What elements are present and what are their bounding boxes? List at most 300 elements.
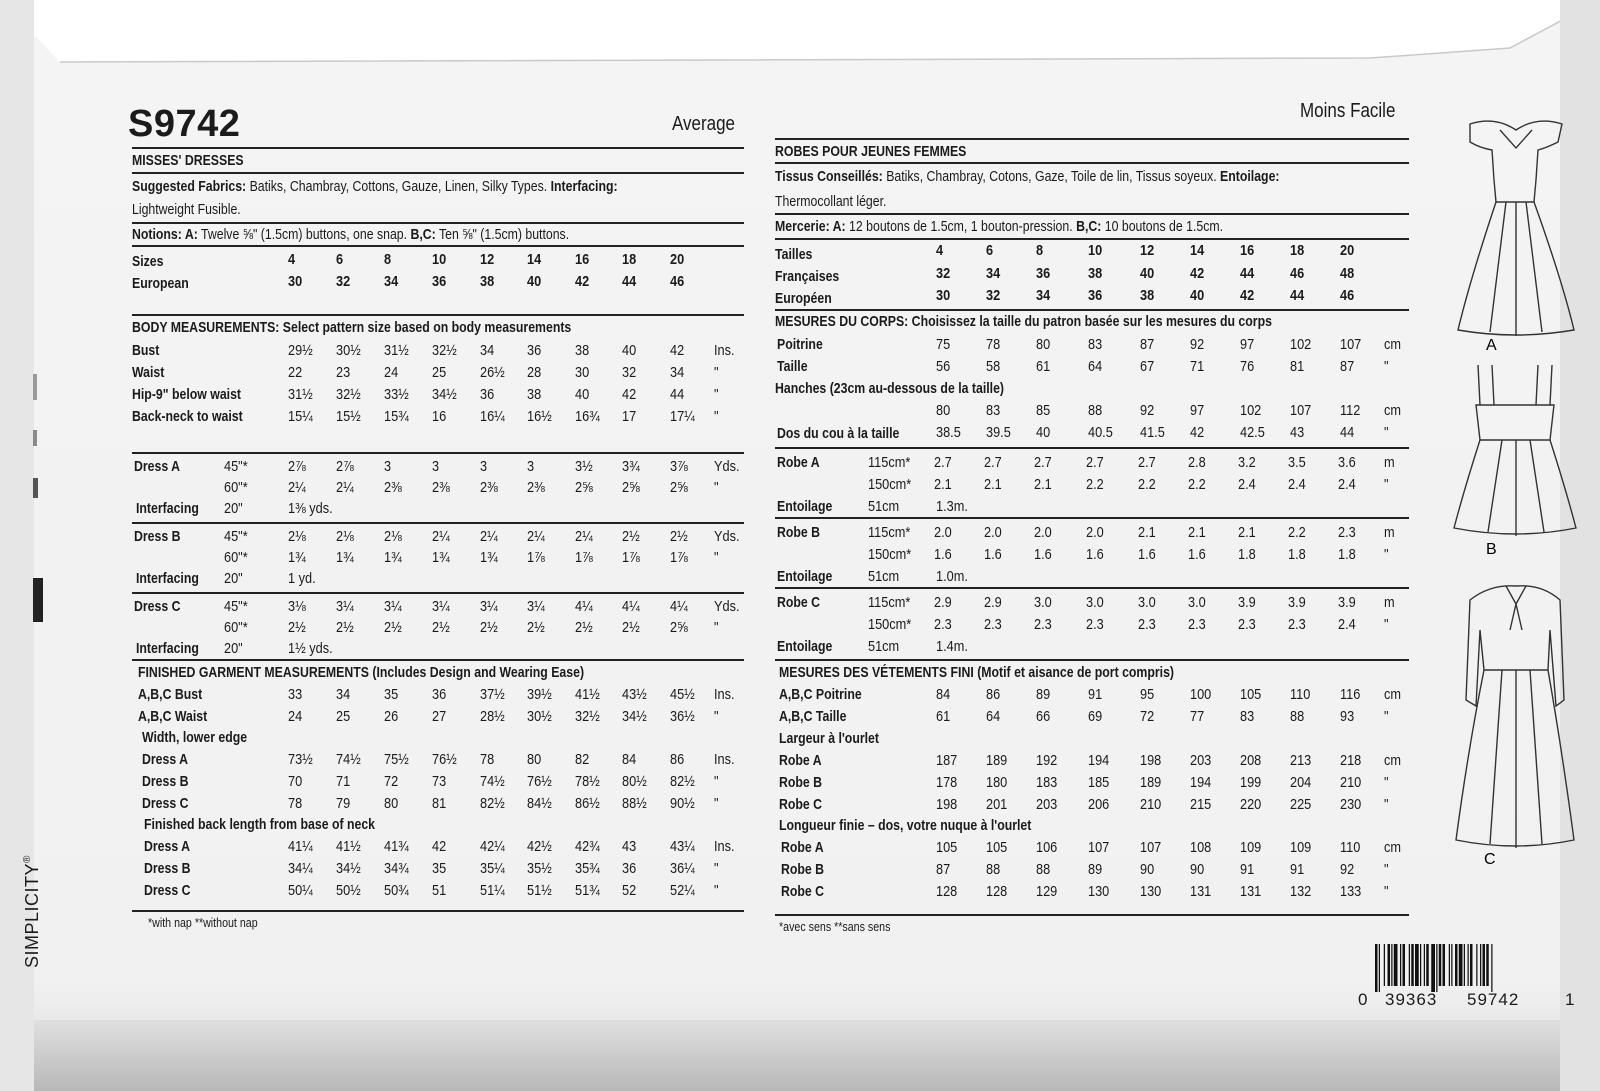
- size-value: 2.4: [1288, 476, 1306, 493]
- size-value: 46: [1340, 287, 1355, 304]
- size-value: 2.9: [934, 594, 952, 611]
- size-value: 32½: [336, 386, 361, 403]
- finished-row-label: A,B,C Waist: [138, 708, 208, 725]
- dress-label: Dress B: [134, 528, 181, 545]
- size-value: 2⅞: [288, 458, 306, 475]
- divider-line: [132, 222, 744, 224]
- size-value: 85: [1036, 402, 1051, 419]
- neck-label: Dos du cou à la taille: [777, 425, 900, 442]
- size-value: 102: [1290, 336, 1312, 353]
- size-value: 80½: [622, 773, 647, 790]
- interfacing-value: Thermocollant léger.: [775, 193, 887, 210]
- size-value: 2.3: [1138, 616, 1156, 633]
- size-value: 8: [384, 251, 392, 268]
- fabric-width: 115cm*: [868, 454, 911, 471]
- size-value: 3.9: [1338, 594, 1356, 611]
- size-value: 90½: [670, 795, 695, 812]
- size-value: 41¾: [384, 838, 409, 855]
- fabric-width: 60"*: [224, 549, 248, 566]
- size-value: 2.7: [1086, 454, 1104, 471]
- size-value: 14: [527, 251, 542, 268]
- barcode-bar: [1451, 944, 1452, 986]
- size-value: 75½: [384, 751, 409, 768]
- size-value: 107: [1290, 402, 1312, 419]
- view-a-label: A: [1486, 337, 1497, 354]
- barcode-bar: [1443, 944, 1446, 986]
- size-value: 89: [1088, 861, 1103, 878]
- size-value: 2.0: [984, 524, 1002, 541]
- unit-label: Yds.: [714, 528, 740, 545]
- size-value: 72: [1140, 708, 1155, 725]
- size-value: 2⅜: [432, 479, 450, 496]
- size-value: 77: [1190, 708, 1205, 725]
- size-value: 34¼: [288, 860, 313, 877]
- size-value: 218: [1340, 752, 1362, 769]
- size-value: 40: [527, 273, 542, 290]
- notions-line: [132, 226, 569, 244]
- size-value: 2.3: [1238, 616, 1256, 633]
- size-value: 129: [1036, 883, 1058, 900]
- size-value: 215: [1190, 796, 1212, 813]
- size-value: 4¼: [575, 598, 593, 615]
- length-row-label: Dress B: [144, 860, 191, 877]
- size-value: 110: [1290, 686, 1311, 703]
- barcode-bar: [1449, 944, 1450, 986]
- size-value: 95: [1140, 686, 1155, 703]
- barcode-bar: [1483, 944, 1486, 986]
- size-value: 18: [1290, 242, 1305, 259]
- size-value: 58: [986, 358, 1001, 375]
- width-row-label: Dress C: [142, 795, 189, 812]
- entoilage-amount: 1.3m.: [936, 498, 968, 515]
- size-value: 88: [1036, 861, 1051, 878]
- barcode-bar: [1459, 944, 1463, 986]
- size-value: 71: [1190, 358, 1205, 375]
- interfacing-amount: 1⅜ yds.: [288, 500, 333, 517]
- size-value: 2½: [336, 619, 354, 636]
- size-value: 91: [1240, 861, 1255, 878]
- size-value: 39½: [527, 686, 552, 703]
- unit-label: ": [714, 479, 719, 496]
- size-value: 2⅛: [288, 528, 306, 545]
- divider-line: [132, 147, 744, 149]
- size-value: 107: [1340, 336, 1362, 353]
- size-value: 26½: [480, 364, 505, 381]
- view-c-label: C: [1484, 851, 1496, 868]
- size-value: 2.0: [934, 524, 952, 541]
- size-value: 51¾: [575, 882, 600, 899]
- size-value: 35: [432, 860, 447, 877]
- size-value: 15¼: [288, 408, 313, 425]
- size-value: 2.3: [1188, 616, 1206, 633]
- size-value: 51½: [527, 882, 552, 899]
- size-value: 16: [1240, 242, 1255, 259]
- unit-label: m: [1384, 524, 1395, 541]
- brand-text: SIMPLICITY: [22, 862, 42, 968]
- size-value: 201: [986, 796, 1008, 813]
- size-value: 210: [1140, 796, 1162, 813]
- barcode-group-2: 59742: [1467, 990, 1520, 1009]
- interfacing-value: Lightweight Fusible.: [132, 201, 241, 218]
- fabric-width: 45"*: [224, 458, 248, 475]
- size-value: 86½: [575, 795, 600, 812]
- size-value: 42: [1190, 265, 1205, 282]
- entoilage-width: 51cm: [868, 638, 900, 655]
- size-value: 110: [1340, 839, 1361, 856]
- size-value: 76: [1240, 358, 1255, 375]
- size-value: 1.6: [1086, 546, 1104, 563]
- size-value: 30½: [527, 708, 552, 725]
- size-value: 14: [1190, 242, 1205, 259]
- size-value: 73½: [288, 751, 313, 768]
- unit-label: ": [1384, 616, 1389, 633]
- size-value: 16¼: [480, 408, 505, 425]
- entoilage-label: Entoilage: [777, 638, 833, 655]
- size-value: 34¾: [384, 860, 409, 877]
- fabric-width: 150cm*: [868, 546, 912, 563]
- size-value: 2⅜: [527, 479, 545, 496]
- divider-line: [775, 447, 1409, 449]
- size-value: 2⅞: [336, 458, 354, 475]
- size-value: 2.4: [1338, 616, 1356, 633]
- length-row-label: Robe B: [781, 861, 825, 878]
- interfacing-row-label: Interfacing: [136, 570, 199, 587]
- barcode-bar: [1480, 944, 1481, 986]
- size-value: 92: [1190, 336, 1205, 353]
- size-value: 4¼: [670, 598, 688, 615]
- size-value: 132: [1290, 883, 1312, 900]
- size-value: 84: [622, 751, 637, 768]
- size-value: 42: [575, 273, 590, 290]
- size-value: 189: [1140, 774, 1162, 791]
- size-value: 2.2: [1086, 476, 1104, 493]
- notions-a: 12 boutons de 1.5cm, 1 bouton-pression.: [845, 218, 1077, 235]
- europeen-label: Européen: [775, 290, 832, 307]
- body-row-label: Poitrine: [777, 336, 823, 353]
- size-value: 128: [986, 883, 1008, 900]
- size-value: 17¼: [670, 408, 695, 425]
- unit-label: ": [714, 364, 719, 381]
- size-value: 2.7: [984, 454, 1002, 471]
- size-value: 32½: [432, 342, 457, 359]
- size-value: 3⅛: [288, 598, 306, 615]
- size-value: 40: [1140, 265, 1155, 282]
- size-value: 28: [527, 364, 542, 381]
- size-value: 2½: [432, 619, 450, 636]
- size-value: 36: [527, 342, 542, 359]
- barcode-bar: [1424, 944, 1425, 986]
- entoilage-width: 51cm: [868, 568, 900, 585]
- divider-line: [775, 659, 1409, 661]
- size-value: 16¾: [575, 408, 600, 425]
- size-value: 33: [288, 686, 303, 703]
- finished-row-label: A,B,C Bust: [138, 686, 203, 703]
- size-value: 106: [1036, 839, 1058, 856]
- size-value: 133: [1340, 883, 1362, 900]
- size-value: 34: [336, 686, 351, 703]
- size-value: 2⅝: [575, 479, 593, 496]
- fabric-width: 60"*: [224, 479, 248, 496]
- size-value: 42¾: [575, 838, 600, 855]
- francaises-label: Françaises: [775, 268, 840, 285]
- divider-line: [775, 238, 1409, 240]
- size-value: 87: [936, 861, 951, 878]
- size-value: 3¼: [384, 598, 402, 615]
- size-value: 23: [336, 364, 351, 381]
- size-value: 29½: [288, 342, 313, 359]
- size-value: 46: [670, 273, 685, 290]
- fabric-width: 150cm*: [868, 476, 912, 493]
- size-value: 2⅝: [622, 479, 640, 496]
- size-value: 178: [936, 774, 958, 791]
- size-value: 130: [1088, 883, 1110, 900]
- size-value: 183: [1036, 774, 1058, 791]
- size-value: 3¾: [622, 458, 640, 475]
- size-value: 203: [1036, 796, 1058, 813]
- size-value: 36: [432, 273, 447, 290]
- size-value: 31½: [384, 342, 409, 359]
- size-value: 100: [1190, 686, 1212, 703]
- size-value: 56: [936, 358, 951, 375]
- length-heading: Longueur finie – dos, votre nuque à l'ourlet: [779, 817, 1032, 834]
- width-row-label: Dress B: [142, 773, 189, 790]
- fabric-width: 45"*: [224, 598, 248, 615]
- section-title: ROBES POUR JEUNES FEMMES: [775, 143, 967, 160]
- size-value: 15¾: [384, 408, 409, 425]
- size-value: 2.3: [1034, 616, 1052, 633]
- size-value: 83: [1240, 708, 1255, 725]
- divider-line: [775, 587, 1409, 589]
- size-value: 187: [936, 752, 958, 769]
- barcode-bar: [1415, 944, 1419, 986]
- dress-a-drawing: [1458, 121, 1574, 336]
- size-value: 42: [1190, 424, 1205, 441]
- size-value: 38: [1088, 265, 1103, 282]
- size-value: 50½: [336, 882, 361, 899]
- size-value: 36: [1088, 287, 1103, 304]
- size-value: 52: [622, 882, 637, 899]
- barcode-bar: [1384, 944, 1385, 986]
- size-value: 2.7: [934, 454, 952, 471]
- size-value: 35¾: [575, 860, 600, 877]
- size-value: 34½: [336, 860, 361, 877]
- unit-label: ": [714, 386, 719, 403]
- size-value: 3¼: [336, 598, 354, 615]
- size-value: 2.1: [1238, 524, 1256, 541]
- barcode: [1375, 944, 1550, 992]
- unit-label: cm: [1384, 752, 1401, 769]
- unit-label: cm: [1384, 402, 1401, 419]
- barcode-bar: [1409, 944, 1410, 986]
- size-value: 4¼: [622, 598, 640, 615]
- size-value: 35: [384, 686, 399, 703]
- barcode-bar: [1420, 944, 1421, 986]
- size-value: 2.3: [1338, 524, 1356, 541]
- unit-label: ": [1384, 546, 1389, 563]
- size-value: 208: [1240, 752, 1262, 769]
- size-value: 73: [432, 773, 447, 790]
- size-value: 51: [432, 882, 447, 899]
- interfacing-amount: 1½ yds.: [288, 640, 333, 657]
- finished-row-label: A,B,C Poitrine: [779, 686, 862, 703]
- size-value: 34: [670, 364, 685, 381]
- size-value: 43: [622, 838, 637, 855]
- size-value: 2.1: [1188, 524, 1206, 541]
- size-value: 42¼: [480, 838, 505, 855]
- size-value: 210: [1340, 774, 1362, 791]
- size-value: 34: [384, 273, 399, 290]
- size-value: 2.7: [1138, 454, 1156, 471]
- size-value: 2.3: [984, 616, 1002, 633]
- unit-label: ": [1384, 861, 1389, 878]
- size-value: 203: [1190, 752, 1212, 769]
- size-value: 1.6: [1138, 546, 1156, 563]
- finished-heading: FINISHED GARMENT MEASUREMENTS (Includes Design and Wearing Ease): [138, 664, 585, 681]
- divider-line: [132, 452, 744, 454]
- size-value: 87: [1340, 358, 1355, 375]
- difficulty-level-en: Average: [672, 113, 736, 135]
- body-heading: MESURES DU CORPS: Choisissez la taille du patron basée sur les mesures du corps: [775, 313, 1272, 330]
- size-value: 72: [384, 773, 399, 790]
- size-value: 41¼: [288, 838, 313, 855]
- size-value: 1¾: [384, 549, 402, 566]
- fabric-width: 45"*: [224, 528, 248, 545]
- unit-label: ": [1384, 883, 1389, 900]
- entoilage-width: 51cm: [868, 498, 900, 515]
- barcode-bar: [1400, 944, 1401, 986]
- size-value: 1¾: [288, 549, 306, 566]
- size-value: 34: [986, 265, 1001, 282]
- size-value: 1⅞: [527, 549, 545, 566]
- size-value: 194: [1088, 752, 1110, 769]
- entoilage-label: Entoilage: [777, 498, 833, 515]
- length-row-label: Robe A: [781, 839, 824, 856]
- finished-row-label: A,B,C Taille: [779, 708, 847, 725]
- barcode-bar: [1436, 944, 1437, 992]
- size-value: 36¼: [670, 860, 695, 877]
- size-value: 32: [936, 265, 951, 282]
- size-value: 2.3: [1288, 616, 1306, 633]
- barcode-bar: [1391, 944, 1392, 986]
- unit-label: ": [1384, 774, 1389, 791]
- size-value: 3.9: [1238, 594, 1256, 611]
- size-value: 74½: [336, 751, 361, 768]
- size-value: 2¼: [432, 528, 450, 545]
- robe-label: Robe C: [777, 594, 821, 611]
- barcode-bar: [1486, 944, 1489, 986]
- size-value: 40: [575, 386, 590, 403]
- fabrics-line: [775, 168, 1280, 186]
- size-value: 35½: [527, 860, 552, 877]
- size-value: 51¼: [480, 882, 505, 899]
- dress-c-drawing: [1456, 586, 1574, 848]
- finished-heading: MESURES DES VÉTEMENTS FINI (Motif et aisance de port compris): [779, 664, 1175, 681]
- size-value: 206: [1088, 796, 1110, 813]
- interfacing-label: Entoilage:: [1220, 168, 1280, 185]
- size-value: 213: [1290, 752, 1312, 769]
- size-value: 97: [1190, 402, 1205, 419]
- size-value: 39.5: [986, 424, 1011, 441]
- size-value: 83: [1088, 336, 1103, 353]
- size-value: 43: [1290, 424, 1305, 441]
- width-heading: Largeur à l'ourlet: [779, 730, 879, 747]
- size-value: 82½: [480, 795, 505, 812]
- size-value: 36: [1036, 265, 1051, 282]
- unit-label: Ins.: [714, 342, 735, 359]
- size-value: 48: [1340, 265, 1355, 282]
- length-row-label: Robe C: [781, 883, 825, 900]
- barcode-left-digit: 0: [1358, 990, 1369, 1009]
- size-value: 1.8: [1338, 546, 1356, 563]
- footnote: *with nap **without nap: [148, 915, 258, 930]
- body-row-label: Bust: [132, 342, 160, 359]
- barcode-bar: [1464, 944, 1465, 986]
- size-value: 38: [527, 386, 542, 403]
- size-value: 36½: [670, 708, 695, 725]
- divider-line: [775, 914, 1409, 916]
- size-value: 84: [936, 686, 951, 703]
- size-value: 2.1: [1034, 476, 1052, 493]
- barcode-bar: [1439, 944, 1442, 986]
- size-value: 70: [288, 773, 303, 790]
- size-value: 20: [670, 251, 685, 268]
- footnote: *avec sens **sans sens: [779, 919, 891, 934]
- width-row-label: Robe A: [779, 752, 822, 769]
- size-value: 33½: [384, 386, 409, 403]
- barcode-bar: [1491, 944, 1492, 992]
- size-value: 41½: [336, 838, 361, 855]
- size-value: 16½: [527, 408, 552, 425]
- size-value: 40: [622, 342, 637, 359]
- size-value: 45½: [670, 686, 695, 703]
- size-value: 3¼: [432, 598, 450, 615]
- size-value: 180: [986, 774, 1008, 791]
- size-value: 16: [575, 251, 590, 268]
- size-value: 64: [986, 708, 1001, 725]
- size-value: 80: [936, 402, 951, 419]
- size-value: 2.3: [1086, 616, 1104, 633]
- size-value: 2¼: [336, 479, 354, 496]
- size-value: 3¼: [527, 598, 545, 615]
- size-value: 93: [1340, 708, 1355, 725]
- size-value: 22: [288, 364, 303, 381]
- size-value: 50¾: [384, 882, 409, 899]
- size-value: 109: [1240, 839, 1262, 856]
- size-value: 50¼: [288, 882, 313, 899]
- size-value: 42: [670, 342, 685, 359]
- size-value: 130: [1140, 883, 1162, 900]
- size-value: 1⅞: [622, 549, 640, 566]
- size-value: 3½: [575, 458, 593, 475]
- section-title: MISSES' DRESSES: [132, 152, 244, 169]
- size-value: 18: [622, 251, 637, 268]
- size-value: 2¼: [480, 528, 498, 545]
- unit-label: cm: [1384, 839, 1401, 856]
- body-row-label: Hip-9" below waist: [132, 386, 242, 403]
- barcode-bar: [1394, 944, 1398, 986]
- size-value: 204: [1290, 774, 1312, 791]
- barcode-bar: [1476, 944, 1477, 986]
- size-value: 17: [622, 408, 637, 425]
- registered-mark: ®: [22, 855, 33, 863]
- size-value: 90: [1190, 861, 1205, 878]
- length-heading: Finished back length from base of neck: [144, 816, 376, 833]
- unit-label: ": [1384, 796, 1389, 813]
- notions-bc-label: B,C:: [410, 226, 436, 243]
- unit-label: ": [714, 619, 719, 636]
- size-value: 74½: [480, 773, 505, 790]
- dress-illustrations: [1450, 110, 1580, 870]
